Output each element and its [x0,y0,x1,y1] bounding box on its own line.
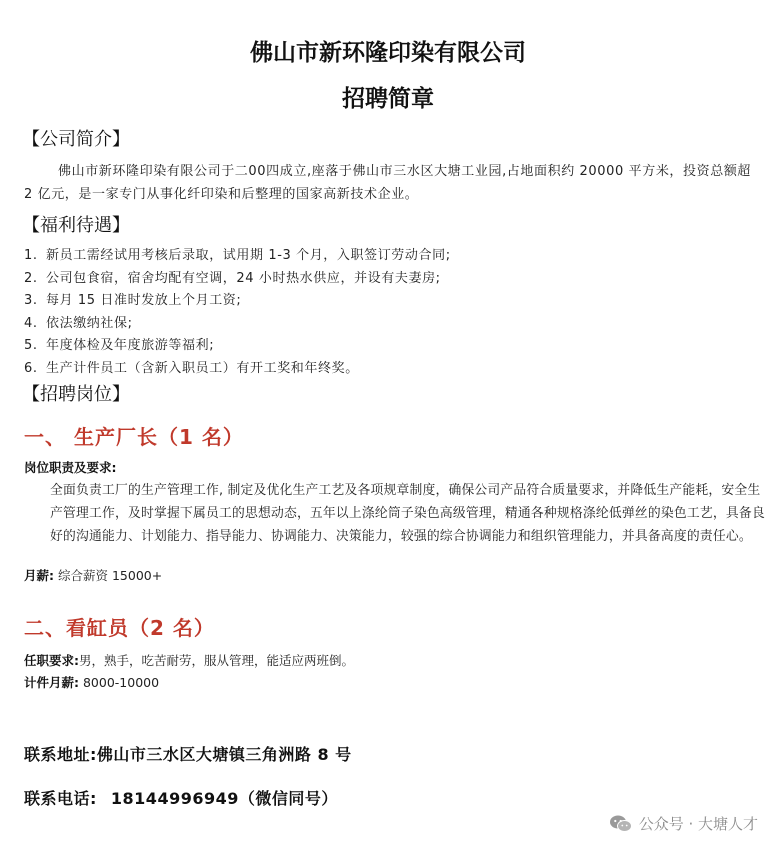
list-item: 3. 每月 15 日准时发放上个月工资; [24,293,242,308]
job2-requirements: 任职要求:男，熟手，吃苦耐劳，服从管理，能适应两班倒。 [24,653,355,668]
list-item: 1. 新员工需经试用考核后录取，试用期 1-3 个月，入职签订劳动合同; [24,248,451,263]
intro-text: 佛山市新环隆印染有限公司于二00四成立,座落于佛山市三水区大塘工业园,占地面积约 20000 平方米，投资总额超 2 亿元，是一家专门从事化纤印染和后整理的国家高新技术企业。 [24,164,752,202]
job2-title: 二、看缸员（2 名） [24,616,215,640]
benefits-heading: 【福利待遇】 [22,215,130,236]
job1-salary: 月薪: 综合薪资 15000+ [24,568,163,583]
company-title: 佛山市新环隆印染有限公司 [250,40,526,66]
watermark [609,813,758,834]
list-item: 2. 公司包食宿，宿舍均配有空调，24 小时热水供应，并设有夫妻房; [24,270,441,286]
contact-address: 联系地址:佛山市三水区大塘镇三角洲路 8 号 [24,745,352,764]
watermark-text: 公众号 · 大塘人才 [638,815,758,833]
job1-duty-text: 全面负责工厂的生产管理工作, 制定及优化生产工艺及各项规章制度，确保公司产品符合质量要求，并降低生产能耗，安全生产管理工作，及时掌握下属员工的思想动态，五年以上涤纶筒子染色高级管理，精通各种规格涤纶低弹丝的染色工艺，具备良好的沟通能力、计划能力、指导能力、协调能力、决策能力，较强的综合协调能力和组织管理能力，并具备高度的责任心。 [50,483,765,544]
job1-duty-label: 岗位职责及要求: [24,460,117,475]
list-item: 4. 依法缴纳社保; [24,315,133,331]
positions-heading: 【招聘岗位】 [22,384,130,405]
contact-phone: 联系电话: 18144996949（微信同号） [24,789,338,808]
page-subtitle: 招聘简章 [342,86,434,112]
intro-paragraph [24,160,764,206]
job2-salary: 计件月薪: 8000-10000 [24,675,160,690]
intro-heading: 【公司简介】 [22,129,130,150]
job1-title: 一、 生产厂长（1 名） [24,425,244,449]
list-item: 6. 生产计件员工（含新入职员工）有开工奖和年终奖。 [24,360,359,376]
wechat-icon [609,814,633,834]
benefits-list [24,245,764,380]
list-item: 5. 年度体检及年度旅游等福利; [24,338,215,353]
